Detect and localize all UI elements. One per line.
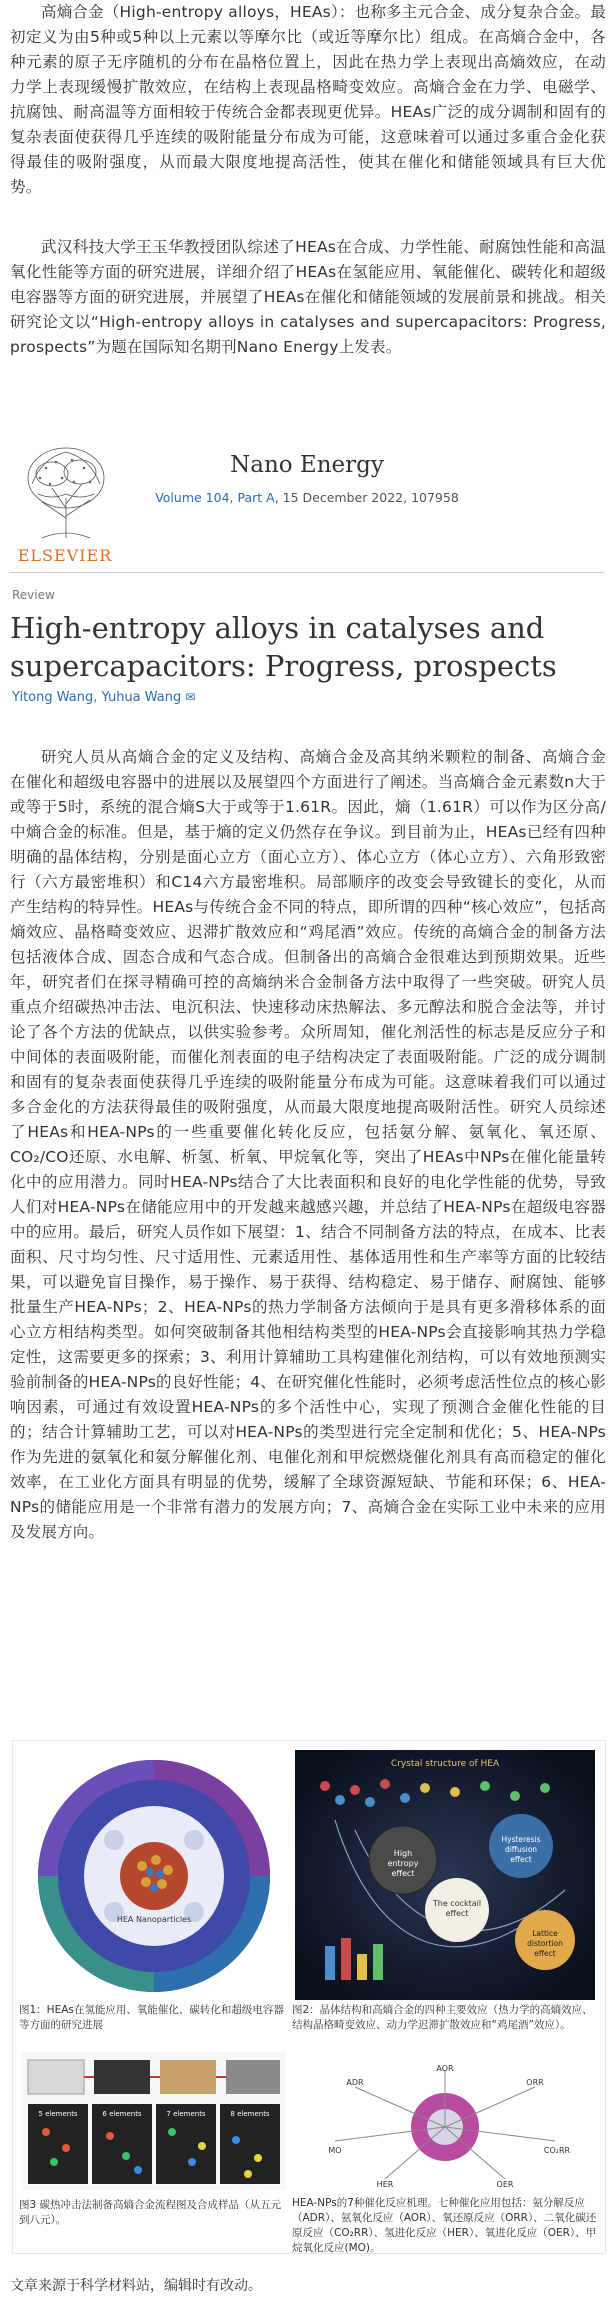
carbothermal-shock-flowchart [22, 2052, 286, 2190]
figure-4-caption: HEA-NPs的7种催化反应机理。七种催化应用包括：氨分解反应（ADR）、氨氧化反应（AOR）、氧还原反应（ORR）、二氧化碳还原反应（CO₂RR）、氢进化反应（HER）、氧进化反应（OER）、甲烷氧化反应(MO)。 [292, 2197, 597, 2254]
fig3-label-7: 7 elements [166, 2110, 206, 2118]
fig3-label-5: 5 elements [38, 2110, 78, 2118]
figure-panel [12, 1740, 606, 2254]
body-paragraph: 研究人员从高熵合金的定义及结构、高熵合金及高其纳米颗粒的制备、高熵合金在催化和超级电容器中的进展以及展望四个方面进行了阐述。当高熵合金元素数n大于或等于5时，系统的混合熵S大于或等于1.61R。因此，熵（1.61R）可以作为区分高/中熵合金的标准。但是，基于熵的定义仍然存在争议。到目前为止，HEAs已经有四种明确的晶体结构，分别是面心立方（面心立方）、体心立方（体心立方）、六角形致密行（六方最密堆积）和C14六方最密堆积。局部顺序的改变会导致键长的变化，从而产生结构的特异性。HEAs与传统合金不同的特点，即所谓的四种“核心效应”，包括高熵效应、晶格畸变效应、迟滞扩散效应和“鸡尾酒”效应。传统的高熵合金的制备方法包括液体合成、固态合成和气态合成。但制备出的高熵合金很难达到预期效果。近些年，研究者们在探寻精确可控的高熵纳米合金制备方法中取得了一些突破。研究人员重点介绍碳热冲击法、电沉积法、快速移动床热解法、多元醇法和脱合金法等，并讨论了各个方法的优缺点，以供实验参考。众所周知，催化剂活性的标志是反应分子和中间体的表面吸附能，而催化剂表面的电子结构决定了表面吸附能。广泛的成分调制和固有的复杂表面使获得几乎连续的吸附能量分布成为可能。这意味着我们可以通过多合金化的方法获得最佳的吸附强度，从而最大限度地提高吸附活性。研究人员综述了HEAs和HEA-NPs的一些重要催化转化反应，包括氨分解、氨氧化、氧还原、CO₂/CO还原、水电解、析氢、析氧、甲烷氧化等，突出了HEAs中NPs在催化能量转化中的应用潜力。同时HEA-NPs结合了大比表面积和良好的电化学性能的优势，导致人们对HEA-NPs在储能应用中的开发越来越感兴趣，并总结了HEA-NPs在超级电容器中的应用。最后，研究人员作如下展望：1、结合不同制备方法的特点，在成本、比表面积、尺寸均匀性、尺寸适用性、元素适用性、基体适用性和生产率等方面的比较结果，可以避免盲目操作，易于操作、易于获得、结构稳定、易于储存、耐腐蚀、能够批量生产HEA-NPs；2、HEA-NPs的热力学制备方法倾向于是具有更多滑移体系的面心立方相结构类型。如何突破制备其他相结构类型的HEA-NPs会直接影响其热力学稳定性，这需要更多的探索；3、利用计算辅助工具构建催化剂结构，可以有效地预测实验前制备的HEA-NPs的良好性能；4、在研究催化性能时，必须考虑活性位点的核心影响因素，可通过有效设置HEA-NPs的多个活性中心，实现了预测合金催化性能的目的；结合计算辅助工艺，可以对HEA-NPs的类型进行完全定制和优化；5、HEA-NPs作为先进的氨氧化和氨分解催化剂、电催化剂和甲烷燃烧催化剂具有高而稳定的催化效率，在工业化方面具有明显的优势，缓解了全球资源短缺、节能和环保；6、HEA-NPs的储能应用是一个非常有潜力的发展方向；7、高熵合金在实际工业中未来的应用及发展方向。 [10, 748, 606, 1541]
fig4-label-oer: OER [496, 2180, 514, 2189]
four-core-effects-diagram [295, 1750, 595, 2000]
fig4-label-mo: MO [328, 2146, 342, 2155]
effect-lattice-distortion: Lattice distortion effect [527, 1929, 563, 1958]
mail-icon[interactable]: ✉ [185, 690, 196, 704]
fig2-title: Crystal structure of HEA [390, 1759, 500, 1769]
fig4-label-co2rr: CO₂RR [543, 2146, 571, 2155]
fig4-label-aor: AOR [436, 2064, 454, 2073]
publisher-name: ELSEVIER [17, 546, 113, 565]
figure-4-image [295, 2061, 595, 2191]
figure-3-caption: 图3 碳热冲击法制备高熵合金流程图及合成样品（从五元到八元）。 [19, 2199, 282, 2226]
effect-high-entropy: High entropy effect [387, 1849, 419, 1878]
source-note: 文章来源于科学材料站，编辑时有改动。 [10, 2278, 262, 2294]
article-type-label: Review [12, 588, 55, 602]
figure-1-image [22, 1756, 286, 1996]
figure-1-caption: 图1：HEAs在氢能应用、氧能催化、碳转化和超级电容器等方面的研究进展 [19, 2004, 284, 2031]
team-paragraph: 武汉科技大学王玉华教授团队综述了HEAs在合成、力学性能、耐腐蚀性能和高温氧化性能等方面的研究进展，详细介绍了HEAs在氢能应用、氧能催化、碳转化和超级电容器等方面的研究进展，并展望了HEAs在催化和储能领域的发展前景和挑战。相关研究论文以“High-entropy alloys in catalyses and supercapacitors: Progress, prospects”为题在国际知名期刊Nano Energy上发表。 [10, 238, 606, 356]
effect-hysteresis-diffusion: Hysteresis diffusion effect [501, 1835, 541, 1864]
paper-title: High-entropy alloys in catalyses and supercapacitors: Progress, prospects [10, 611, 557, 683]
figure-2-image [295, 1750, 595, 2000]
journal-name[interactable]: Nano Energy [230, 452, 384, 478]
intro-paragraph: 高熵合金（High-entropy alloys，HEAs）：也称多主元合金、成分复杂合金。最初定义为由5种或5种以上元素以等摩尔比（或近等摩尔比）组成。在高熵合金中，各种元素的原子无序随机的分布在晶格位置上，因此在热力学上表现出高熵效应，在动力学上表现缓慢扩散效应，在结构上表现晶格畸变效应。高熵合金在力学、电磁学、抗腐蚀、耐高温等方面相较于传统合金都表现更优异。HEAs广泛的成分调制和固有的复杂表面使获得几乎连续的吸附能量分布成为可能，这意味着可以通过多重合金化获得最佳的吸附强度，从而最大限度地提高活性，使其在催化和储能领域具有巨大优势。 [10, 3, 606, 196]
journal-volume-info [0, 490, 614, 505]
figure-3-image [22, 2052, 286, 2190]
effect-cocktail: The cocktail effect [432, 1899, 482, 1918]
hea-application-wheel [22, 1756, 286, 1996]
author-list[interactable] [12, 690, 195, 705]
fig4-label-her: HER [376, 2180, 394, 2189]
fig4-label-orr: ORR [526, 2078, 544, 2087]
fig3-label-6: 6 elements [102, 2110, 142, 2118]
paper-header-card[interactable] [0, 426, 614, 726]
figure-2-caption: 图2：晶体结构和高熵合金的四种主要效应（热力学的高熵效应、结构晶格畸变效应、动力学迟滞扩散效应和“鸡尾酒”效应）。 [292, 2004, 593, 2031]
issue-date: , 15 December 2022, 107958 [274, 490, 459, 505]
fig4-label-adr: ADR [346, 2078, 364, 2087]
author-names[interactable]: Yitong Wang, Yuhua Wang [12, 690, 182, 705]
fig1-center-label: HEA Nanoparticles [116, 1915, 192, 1924]
volume-link[interactable]: Volume 104, Part A [155, 490, 275, 505]
header-divider [10, 572, 604, 573]
fig3-label-8: 8 elements [230, 2110, 270, 2118]
catalytic-mechanisms-diagram [295, 2061, 595, 2191]
